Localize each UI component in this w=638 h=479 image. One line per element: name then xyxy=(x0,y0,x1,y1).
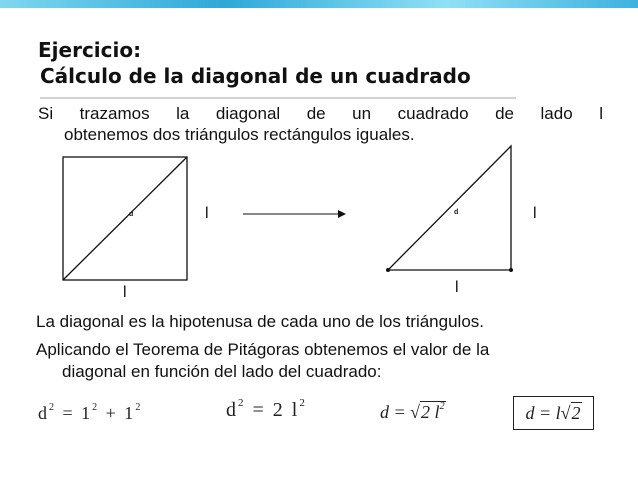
paragraph-hypotenuse: La diagonal es la hipotenusa de cada uno de los triángulos. xyxy=(36,312,485,331)
title-exercise: Ejercicio: xyxy=(38,38,142,62)
intro-line-1: Si trazamos la diagonal de un cuadrado de lado l xyxy=(38,104,603,123)
intro-line-2: obtenemos dos triángulos rectángulos iguales. xyxy=(64,125,415,144)
formula-simplified: $d^2 = 2$ $l^2$ xyxy=(226,397,307,421)
triangle-vertex-dot xyxy=(386,268,390,272)
square-diagonal xyxy=(63,157,187,280)
title-topic: Cálculo de la diagonal de un cuadrado xyxy=(40,64,471,88)
square-side-label-bottom: l xyxy=(123,284,127,301)
formula-pythagoras: $d^2 = 1^2 + 1^2$ xyxy=(38,402,143,423)
right-triangle-shape xyxy=(388,146,511,270)
sqrt-sign-icon: √ xyxy=(410,402,421,422)
paragraph-pythagoras-line-1: Aplicando el Teorema de Pitágoras obtenemos el valor de la xyxy=(36,340,490,359)
paragraph-pythagoras-line-2: diagonal en función del lado del cuadrado: xyxy=(62,362,382,381)
square-diagonal-label: d xyxy=(129,211,134,218)
square-side-label-right: l xyxy=(205,205,209,222)
triangle-side-label-right: l xyxy=(533,205,537,222)
triangle-side-label-bottom: l xyxy=(455,279,459,296)
triangle-vertex-dot xyxy=(509,268,513,272)
sqrt-sign-icon: √ xyxy=(560,403,571,423)
paragraph-pythagoras xyxy=(36,339,616,383)
triangle-diagonal-label: d xyxy=(454,209,459,216)
formula-result-boxed: d = l√2 xyxy=(513,396,594,430)
transform-arrow-head xyxy=(338,210,346,218)
formula-square-root: d = √2 $l^2$ xyxy=(380,401,445,422)
